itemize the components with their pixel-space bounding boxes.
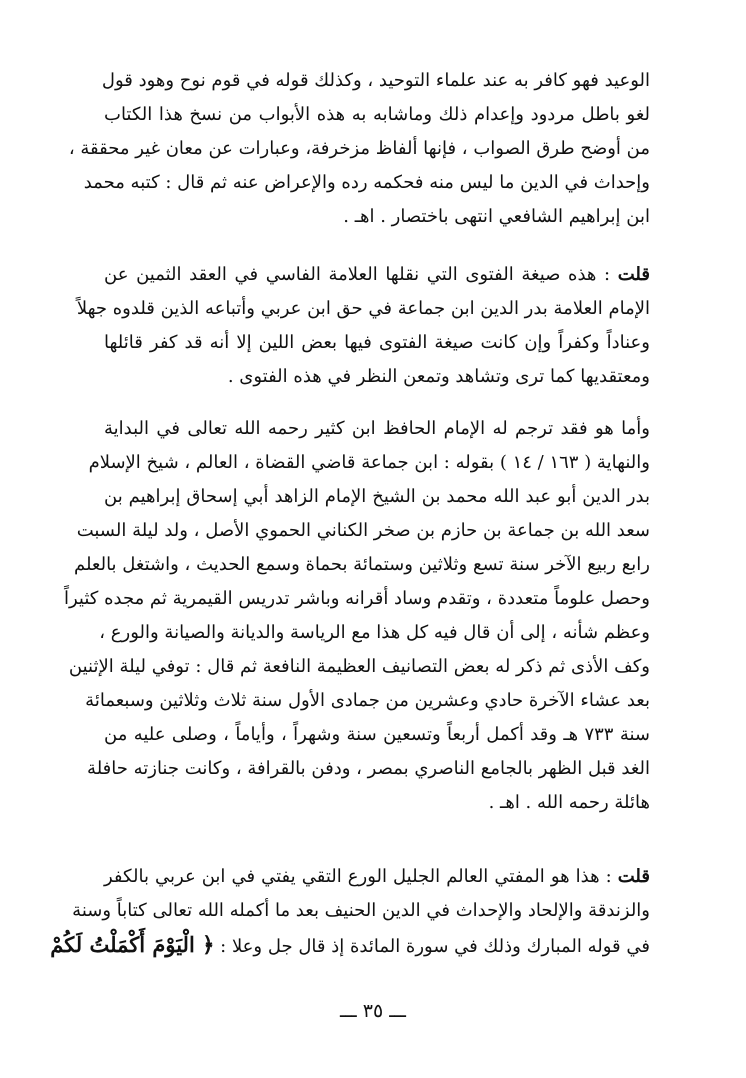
paragraph-4 — [50, 860, 650, 962]
paragraph-3 — [63, 412, 650, 820]
paragraph-line: الوعيد فهو كافر به عند علماء التوحيد ، وكذلك قوله في قوم نوح وهود قول — [101, 70, 650, 91]
paragraph-line: بعد عشاء الآخرة حادي وعشرين من جمادى الأول سنة ثلاث وثلاثين وسبعمائة — [85, 690, 650, 711]
paragraph-line: وكف الأذى ثم ذكر له بعض التصانيف العظيمة النافعة ثم قال : توفي ليلة الإثنين — [68, 656, 650, 677]
paragraph-line: وأما هو فقد ترجم له الإمام الحافظ ابن كثير رحمه الله تعالى في البداية — [104, 418, 650, 439]
paragraph-line: لغو باطل مردود وإعدام ذلك وماشابه به هذه الأبواب من نسخ هذا الكتاب — [104, 104, 650, 125]
lead-word: قلت — [617, 264, 650, 285]
paragraph-line: هائلة رحمه الله . اهـ . — [488, 792, 650, 813]
paragraph-line: والنهاية ( ١٦٣ / ١٤ ) بقوله : ابن جماعة قاضي القضاة ، العالم ، شيخ الإسلام — [88, 452, 650, 473]
paragraph-line: والزندقة والإلحاد والإحداث في الدين الحنيف بعد ما أكمله الله تعالى كتاباً وسنة — [72, 900, 650, 921]
paragraph-line: سنة ٧٣٣ هـ وقد أكمل أربعاً وتسعين سنة وشهراً ، وأياماً ، وصلى عليه من — [104, 724, 650, 745]
paragraph-line — [104, 258, 650, 292]
page-number: ـــ ٣٥ ـــ — [340, 1000, 406, 1022]
quranic-verse: ﴿ الْيَوْمَ أَكْمَلْتُ لَكُمْ — [50, 932, 215, 957]
paragraph-line: ومعتقديها كما ترى وتشاهد وتمعن النظر في هذه الفتوى . — [227, 366, 650, 387]
paragraph-line: الغد قبل الظهر بالجامع الناصري بمصر ، ودفن بالقرافة ، وكانت جنازته حافلة — [87, 758, 650, 779]
paragraph-line: من أوضح طرق الصواب ، فإنها ألفاظ مزخرفة، وعبارات عن معان غير محققة ، — [68, 138, 650, 159]
paragraph-line-text: : هذا هو المفتي العالم الجليل الورع التقي يفتي في ابن عربي بالكفر — [104, 866, 612, 887]
paragraph-line: بدر الدين أبو عبد الله محمد بن الشيخ الإمام الزاهد أبي إسحاق إبراهيم بن — [104, 486, 650, 507]
paragraph-line — [104, 860, 650, 894]
paragraph-line: وعظم شأنه ، إلى أن قال فيه كل هذا مع الرياسة والديانة والصيانة والورع ، — [99, 622, 650, 643]
lead-word: قلت — [617, 866, 650, 887]
paragraph-line-text: : هذه صيغة الفتوى التي نقلها العلامة الفاسي في العقد الثمين عن — [104, 264, 611, 285]
paragraph-line: الإمام العلامة بدر الدين ابن جماعة في حق ابن عربي وأتباعه الذين قلدوه جهلاً — [76, 298, 650, 319]
paragraph-line: ابن إبراهيم الشافعي انتهى باختصار . اهـ . — [343, 206, 650, 227]
paragraph-1 — [68, 64, 650, 234]
paragraph-2 — [76, 258, 650, 394]
paragraph-line: وعناداً وكفراً وإن كانت صيغة الفتوى فيها بعض اللين إلا أنه قد كفر قائلها — [104, 332, 650, 353]
paragraph-line-text: في قوله المبارك وذلك في سورة المائدة إذ قال جل وعلا : — [220, 936, 650, 957]
paragraph-line: رابع ربيع الآخر سنة تسع وثلاثين وستمائة بحماة وسمع الحديث ، واشتغل بالعلم — [73, 554, 650, 575]
paragraph-line: وحصل علوماً متعددة ، وتقدم وساد أقرانه وباشر تدريس القيمرية ثم مجده كثيراً — [63, 588, 650, 609]
paragraph-line — [50, 928, 650, 962]
paragraph-line: سعد الله بن جماعة بن حازم بن صخر الكناني الحموي الأصل ، ولد ليلة السبت — [76, 520, 650, 541]
paragraph-line: وإحداث في الدين ما ليس منه فحكمه رده والإعراض عنه ثم قال : كتبه محمد — [83, 172, 650, 193]
